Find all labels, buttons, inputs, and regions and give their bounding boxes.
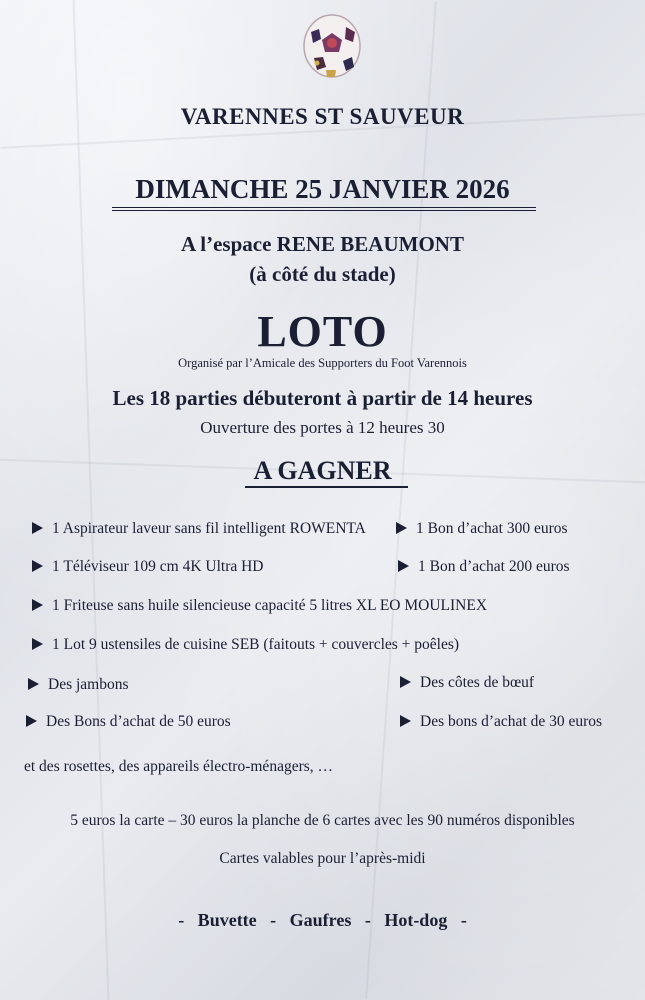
triangle-arrow-icon bbox=[400, 676, 411, 688]
prize-label: Des jambons bbox=[48, 676, 129, 693]
prize-item bbox=[32, 597, 487, 615]
prizes-heading: A GAGNER bbox=[253, 456, 392, 485]
doors-open-time: Ouverture des portes à 12 heures 30 bbox=[200, 418, 445, 437]
prize-label: 1 Téléviseur 109 cm 4K Ultra HD bbox=[52, 558, 264, 575]
card-validity: Cartes valables pour l’après-midi bbox=[219, 850, 426, 867]
prize-label: Des bons d’achat de 30 euros bbox=[420, 713, 603, 730]
prizes-heading-underline bbox=[245, 486, 408, 488]
extra-prizes: et des rosettes, des appareils électro-ménagers, … bbox=[24, 758, 334, 775]
event-date: DIMANCHE 25 JANVIER 2026 bbox=[135, 174, 510, 204]
prize-item bbox=[28, 676, 129, 694]
prize-item bbox=[32, 520, 366, 538]
date-underline bbox=[112, 207, 536, 211]
prize-label: 1 Friteuse sans huile silencieuse capacité 5 litres XL EO MOULINEX bbox=[52, 597, 488, 614]
triangle-arrow-icon bbox=[400, 715, 411, 727]
prize-item bbox=[398, 558, 570, 576]
prize-item bbox=[26, 713, 231, 731]
prize-item bbox=[32, 636, 459, 654]
triangle-arrow-icon bbox=[32, 522, 43, 534]
prize-label: 1 Aspirateur laveur sans fil intelligent ROWENTA bbox=[52, 520, 366, 537]
organiser-line: Organisé par l’Amicale des Supporters du Foot Varennois bbox=[178, 356, 467, 370]
town-name: VARENNES ST SAUVEUR bbox=[180, 104, 465, 129]
venue-detail: (à côté du stade) bbox=[249, 262, 396, 286]
card-pricing: 5 euros la carte – 30 euros la planche de 6 cartes avec les 90 numéros disponibles bbox=[70, 812, 575, 829]
prize-label: 1 Lot 9 ustensiles de cuisine SEB (faitouts + couvercles + poêles) bbox=[52, 636, 460, 653]
triangle-arrow-icon bbox=[32, 599, 43, 611]
prize-item bbox=[400, 713, 602, 731]
prize-label: Des Bons d’achat de 50 euros bbox=[46, 713, 231, 730]
triangle-arrow-icon bbox=[398, 560, 409, 572]
prize-item bbox=[32, 558, 264, 576]
triangle-arrow-icon bbox=[32, 638, 43, 650]
games-start-time: Les 18 parties débuteront à partir de 14 heures bbox=[112, 386, 533, 410]
football-icon bbox=[302, 12, 362, 78]
event-title: LOTO bbox=[257, 307, 388, 356]
triangle-arrow-icon bbox=[28, 678, 39, 690]
triangle-arrow-icon bbox=[32, 560, 43, 572]
prize-item bbox=[396, 520, 568, 538]
refreshments-line: - Buvette - Gaufres - Hot-dog - bbox=[178, 910, 467, 930]
prize-label: Des côtes de bœuf bbox=[420, 674, 535, 691]
venue: A l’espace RENE BEAUMONT bbox=[181, 232, 464, 256]
triangle-arrow-icon bbox=[396, 522, 407, 534]
prize-label: 1 Bon d’achat 300 euros bbox=[416, 520, 568, 537]
triangle-arrow-icon bbox=[26, 715, 37, 727]
prize-label: 1 Bon d’achat 200 euros bbox=[418, 558, 570, 575]
prize-item bbox=[400, 674, 534, 692]
